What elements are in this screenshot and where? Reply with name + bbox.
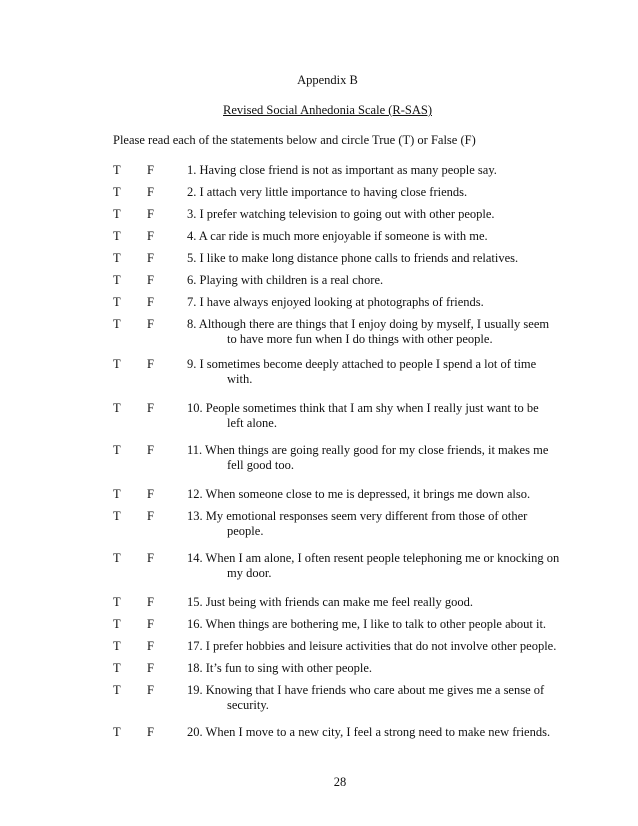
item-text xyxy=(187,551,587,581)
false-option[interactable]: F xyxy=(147,487,154,501)
item-text xyxy=(187,509,587,539)
false-option[interactable]: F xyxy=(147,317,154,331)
item-text-line1: 8. Although there are things that I enjoy doing by myself, I usually seem xyxy=(187,317,550,331)
true-option[interactable]: T xyxy=(113,595,121,609)
item-text-line2: left alone. xyxy=(227,416,277,430)
false-option[interactable]: F xyxy=(147,295,154,309)
item-text xyxy=(187,357,587,387)
true-option[interactable]: T xyxy=(113,273,121,287)
scale-title xyxy=(0,103,638,118)
false-option[interactable]: F xyxy=(147,207,154,221)
false-option[interactable]: F xyxy=(147,509,154,523)
false-option[interactable]: F xyxy=(147,251,154,265)
item-text-line1: 14. When I am alone, I often resent people telephoning me or knocking on xyxy=(187,551,560,565)
item-text-line1: 16. When things are bothering me, I like to talk to other people about it. xyxy=(187,617,547,631)
item-text-line2: people. xyxy=(227,524,264,538)
item-text xyxy=(187,163,587,178)
false-option[interactable]: F xyxy=(147,661,154,675)
item-text-line2: to have more fun when I do things with other people. xyxy=(227,332,493,346)
item-text-line1: 18. It’s fun to sing with other people. xyxy=(187,661,373,675)
item-text xyxy=(187,273,587,288)
scale-title-text: Revised Social Anhedonia Scale (R-SAS) xyxy=(223,103,432,117)
false-option[interactable]: F xyxy=(147,551,154,565)
false-option[interactable]: F xyxy=(147,163,154,177)
page-number: 28 xyxy=(333,775,347,789)
item-text xyxy=(187,401,587,431)
false-option[interactable]: F xyxy=(147,273,154,287)
item-text-line1: 4. A car ride is much more enjoyable if someone is with me. xyxy=(187,229,488,243)
item-text-line2: fell good too. xyxy=(227,458,295,472)
true-option[interactable]: T xyxy=(113,487,121,501)
item-text xyxy=(187,661,587,676)
item-text-line1: 13. My emotional responses seem very different from those of other xyxy=(187,509,528,523)
item-text xyxy=(187,443,587,473)
item-text-line1: 5. I like to make long distance phone calls to friends and relatives. xyxy=(187,251,519,265)
item-text-line1: 11. When things are going really good for my close friends, it makes me xyxy=(187,443,549,457)
true-option[interactable]: T xyxy=(113,207,121,221)
false-option[interactable]: F xyxy=(147,617,154,631)
true-option[interactable]: T xyxy=(113,639,121,653)
item-text xyxy=(187,487,587,502)
false-option[interactable]: F xyxy=(147,725,154,739)
true-option[interactable]: T xyxy=(113,357,121,371)
true-option[interactable]: T xyxy=(113,317,121,331)
true-option[interactable]: T xyxy=(113,229,121,243)
item-text-line1: 1. Having close friend is not as important as many people say. xyxy=(187,163,497,177)
item-text-line1: 10. People sometimes think that I am shy when I really just want to be xyxy=(187,401,539,415)
item-text-line1: 7. I have always enjoyed looking at photographs of friends. xyxy=(187,295,484,309)
false-option[interactable]: F xyxy=(147,401,154,415)
true-option[interactable]: T xyxy=(113,551,121,565)
item-text-line2: with. xyxy=(227,372,253,386)
item-text xyxy=(187,207,587,222)
item-text xyxy=(187,317,587,347)
true-option[interactable]: T xyxy=(113,401,121,415)
false-option[interactable]: F xyxy=(147,443,154,457)
item-text-line1: 15. Just being with friends can make me feel really good. xyxy=(187,595,474,609)
appendix-heading: Appendix B xyxy=(297,73,358,87)
item-text xyxy=(187,595,587,610)
item-text-line1: 17. I prefer hobbies and leisure activities that do not involve other people. xyxy=(187,639,557,653)
item-text-line1: 6. Playing with children is a real chore. xyxy=(187,273,384,287)
false-option[interactable]: F xyxy=(147,683,154,697)
true-option[interactable]: T xyxy=(113,251,121,265)
item-text xyxy=(187,295,587,310)
false-option[interactable]: F xyxy=(147,229,154,243)
item-text xyxy=(187,229,587,244)
true-option[interactable]: T xyxy=(113,295,121,309)
item-text xyxy=(187,617,587,632)
item-text-line1: 2. I attach very little importance to having close friends. xyxy=(187,185,468,199)
item-text xyxy=(187,639,587,654)
item-text-line2: my door. xyxy=(227,566,272,580)
item-text-line1: 19. Knowing that I have friends who care about me gives me a sense of xyxy=(187,683,545,697)
instructions: Please read each of the statements below and circle True (T) or False (F) xyxy=(113,133,476,147)
false-option[interactable]: F xyxy=(147,639,154,653)
item-text-line2: security. xyxy=(227,698,269,712)
true-option[interactable]: T xyxy=(113,509,121,523)
false-option[interactable]: F xyxy=(147,595,154,609)
true-option[interactable]: T xyxy=(113,163,121,177)
true-option[interactable]: T xyxy=(113,725,121,739)
item-text-line1: 3. I prefer watching television to going out with other people. xyxy=(187,207,495,221)
true-option[interactable]: T xyxy=(113,661,121,675)
true-option[interactable]: T xyxy=(113,617,121,631)
item-text-line1: 9. I sometimes become deeply attached to people I spend a lot of time xyxy=(187,357,537,371)
item-text xyxy=(187,251,587,266)
item-text-line1: 12. When someone close to me is depressed, it brings me down also. xyxy=(187,487,531,501)
false-option[interactable]: F xyxy=(147,357,154,371)
item-text xyxy=(187,725,587,740)
false-option[interactable]: F xyxy=(147,185,154,199)
true-option[interactable]: T xyxy=(113,683,121,697)
item-text xyxy=(187,683,587,713)
item-text xyxy=(187,185,587,200)
true-option[interactable]: T xyxy=(113,185,121,199)
true-option[interactable]: T xyxy=(113,443,121,457)
item-text-line1: 20. When I move to a new city, I feel a strong need to make new friends. xyxy=(187,725,551,739)
